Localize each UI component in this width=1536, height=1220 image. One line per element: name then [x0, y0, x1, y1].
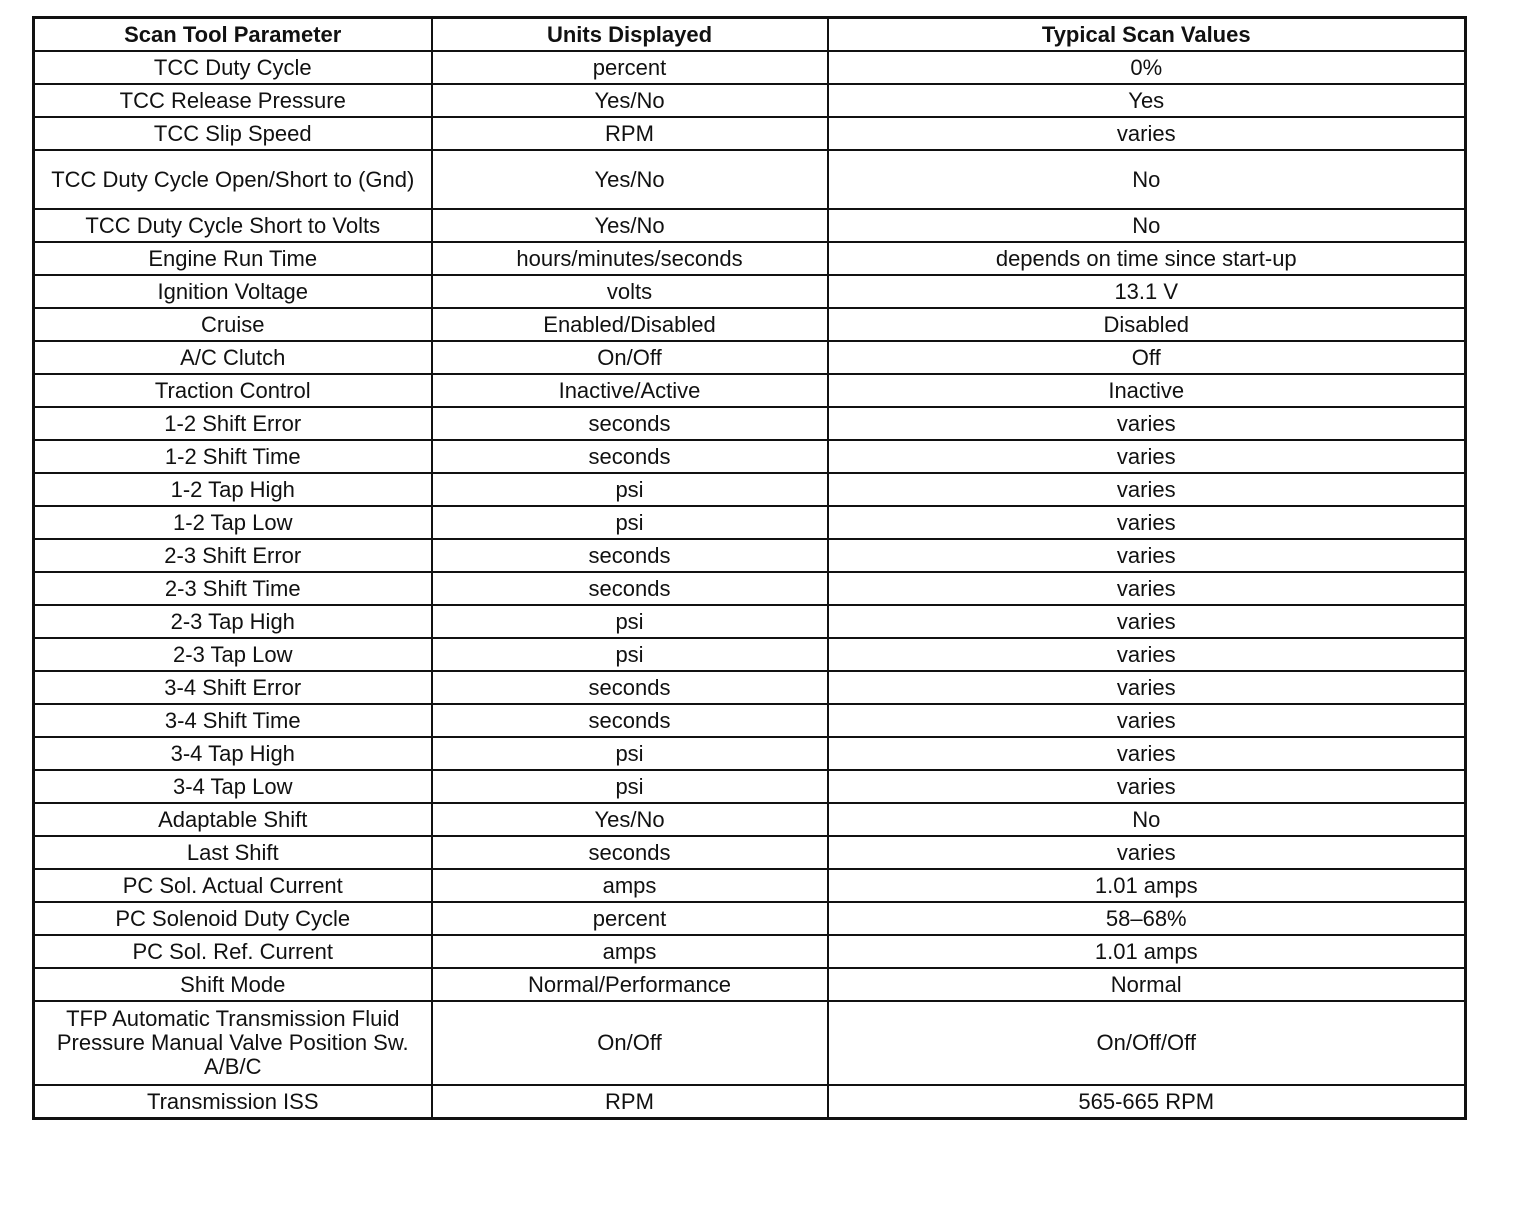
- units-cell: psi: [432, 506, 828, 539]
- units-cell: seconds: [432, 407, 828, 440]
- value-cell: varies: [828, 836, 1466, 869]
- table-row: [34, 308, 1466, 341]
- units-cell: Inactive/Active: [432, 374, 828, 407]
- parameter-cell: Engine Run Time: [34, 242, 432, 275]
- units-cell: On/Off: [432, 1001, 828, 1085]
- value-cell: varies: [828, 506, 1466, 539]
- value-cell: varies: [828, 671, 1466, 704]
- parameter-cell: Traction Control: [34, 374, 432, 407]
- value-cell: Off: [828, 341, 1466, 374]
- table-row: [34, 51, 1466, 84]
- table-row: [34, 1085, 1466, 1119]
- scan-tool-data-table: [32, 16, 1467, 1120]
- units-cell: psi: [432, 605, 828, 638]
- table-row: [34, 638, 1466, 671]
- value-cell: 565-665 RPM: [828, 1085, 1466, 1119]
- units-cell: seconds: [432, 539, 828, 572]
- units-cell: Yes/No: [432, 803, 828, 836]
- value-cell: varies: [828, 638, 1466, 671]
- table-row: [34, 704, 1466, 737]
- value-cell: 58–68%: [828, 902, 1466, 935]
- value-cell: Inactive: [828, 374, 1466, 407]
- value-cell: varies: [828, 473, 1466, 506]
- parameter-cell: TCC Duty Cycle Open/Short to (Gnd): [34, 150, 432, 209]
- table-row: [34, 770, 1466, 803]
- units-cell: RPM: [432, 1085, 828, 1119]
- table-row: [34, 1001, 1466, 1085]
- units-cell: Yes/No: [432, 150, 828, 209]
- units-cell: Yes/No: [432, 84, 828, 117]
- value-cell: Disabled: [828, 308, 1466, 341]
- parameter-cell: 1-2 Shift Error: [34, 407, 432, 440]
- table-row: [34, 737, 1466, 770]
- value-cell: 0%: [828, 51, 1466, 84]
- value-cell: Yes: [828, 84, 1466, 117]
- parameter-cell: 3-4 Shift Error: [34, 671, 432, 704]
- units-cell: RPM: [432, 117, 828, 150]
- parameter-cell: 1-2 Tap High: [34, 473, 432, 506]
- parameter-cell: TCC Duty Cycle: [34, 51, 432, 84]
- units-cell: percent: [432, 902, 828, 935]
- value-cell: varies: [828, 704, 1466, 737]
- units-cell: Yes/No: [432, 209, 828, 242]
- table-row: [34, 84, 1466, 117]
- parameter-cell: 3-4 Tap High: [34, 737, 432, 770]
- table-row: [34, 150, 1466, 209]
- table-row: [34, 539, 1466, 572]
- table-row: [34, 275, 1466, 308]
- table-row: [34, 935, 1466, 968]
- table-row: [34, 869, 1466, 902]
- value-cell: varies: [828, 572, 1466, 605]
- units-cell: volts: [432, 275, 828, 308]
- table-row: [34, 117, 1466, 150]
- table-row: [34, 803, 1466, 836]
- parameter-cell: PC Sol. Ref. Current: [34, 935, 432, 968]
- table-row: [34, 605, 1466, 638]
- parameter-cell: 1-2 Tap Low: [34, 506, 432, 539]
- table-row: [34, 572, 1466, 605]
- value-cell: depends on time since start-up: [828, 242, 1466, 275]
- units-cell: Normal/Performance: [432, 968, 828, 1001]
- table-row: [34, 209, 1466, 242]
- value-cell: Normal: [828, 968, 1466, 1001]
- parameter-cell: Cruise: [34, 308, 432, 341]
- value-cell: On/Off/Off: [828, 1001, 1466, 1085]
- parameter-cell: PC Solenoid Duty Cycle: [34, 902, 432, 935]
- header-scan-tool-parameter: Scan Tool Parameter: [34, 18, 432, 52]
- units-cell: percent: [432, 51, 828, 84]
- table-row: [34, 473, 1466, 506]
- units-cell: seconds: [432, 440, 828, 473]
- value-cell: 1.01 amps: [828, 869, 1466, 902]
- table-header-row: [34, 18, 1466, 52]
- units-cell: seconds: [432, 704, 828, 737]
- value-cell: No: [828, 209, 1466, 242]
- value-cell: varies: [828, 407, 1466, 440]
- units-cell: psi: [432, 770, 828, 803]
- parameter-cell: PC Sol. Actual Current: [34, 869, 432, 902]
- table-row: [34, 341, 1466, 374]
- parameter-cell: TCC Slip Speed: [34, 117, 432, 150]
- value-cell: No: [828, 803, 1466, 836]
- value-cell: varies: [828, 117, 1466, 150]
- parameter-cell: A/C Clutch: [34, 341, 432, 374]
- units-cell: amps: [432, 869, 828, 902]
- units-cell: psi: [432, 638, 828, 671]
- table-row: [34, 407, 1466, 440]
- units-cell: seconds: [432, 572, 828, 605]
- parameter-cell: 3-4 Tap Low: [34, 770, 432, 803]
- units-cell: psi: [432, 473, 828, 506]
- table-row: [34, 902, 1466, 935]
- parameter-cell: 2-3 Shift Error: [34, 539, 432, 572]
- value-cell: varies: [828, 539, 1466, 572]
- value-cell: varies: [828, 770, 1466, 803]
- parameter-cell: TFP Automatic Transmission Fluid Pressure Manual Valve Position Sw. A/B/C: [34, 1001, 432, 1085]
- parameter-cell: 2-3 Tap Low: [34, 638, 432, 671]
- parameter-cell: Ignition Voltage: [34, 275, 432, 308]
- parameter-cell: 1-2 Shift Time: [34, 440, 432, 473]
- units-cell: psi: [432, 737, 828, 770]
- value-cell: varies: [828, 737, 1466, 770]
- table-row: [34, 506, 1466, 539]
- parameter-cell: 3-4 Shift Time: [34, 704, 432, 737]
- units-cell: seconds: [432, 671, 828, 704]
- table-row: [34, 242, 1466, 275]
- table-row: [34, 440, 1466, 473]
- units-cell: seconds: [432, 836, 828, 869]
- value-cell: varies: [828, 440, 1466, 473]
- value-cell: 1.01 amps: [828, 935, 1466, 968]
- table-row: [34, 836, 1466, 869]
- parameter-cell: 2-3 Tap High: [34, 605, 432, 638]
- header-units-displayed: Units Displayed: [432, 18, 828, 52]
- parameter-cell: Shift Mode: [34, 968, 432, 1001]
- parameter-cell: TCC Duty Cycle Short to Volts: [34, 209, 432, 242]
- units-cell: amps: [432, 935, 828, 968]
- units-cell: On/Off: [432, 341, 828, 374]
- table-row: [34, 968, 1466, 1001]
- units-cell: Enabled/Disabled: [432, 308, 828, 341]
- units-cell: hours/minutes/seconds: [432, 242, 828, 275]
- parameter-cell: Adaptable Shift: [34, 803, 432, 836]
- parameter-cell: TCC Release Pressure: [34, 84, 432, 117]
- parameter-cell: 2-3 Shift Time: [34, 572, 432, 605]
- header-typical-scan-values: Typical Scan Values: [828, 18, 1466, 52]
- table-row: [34, 374, 1466, 407]
- table-row: [34, 671, 1466, 704]
- parameter-cell: Transmission ISS: [34, 1085, 432, 1119]
- parameter-cell: Last Shift: [34, 836, 432, 869]
- value-cell: No: [828, 150, 1466, 209]
- value-cell: varies: [828, 605, 1466, 638]
- value-cell: 13.1 V: [828, 275, 1466, 308]
